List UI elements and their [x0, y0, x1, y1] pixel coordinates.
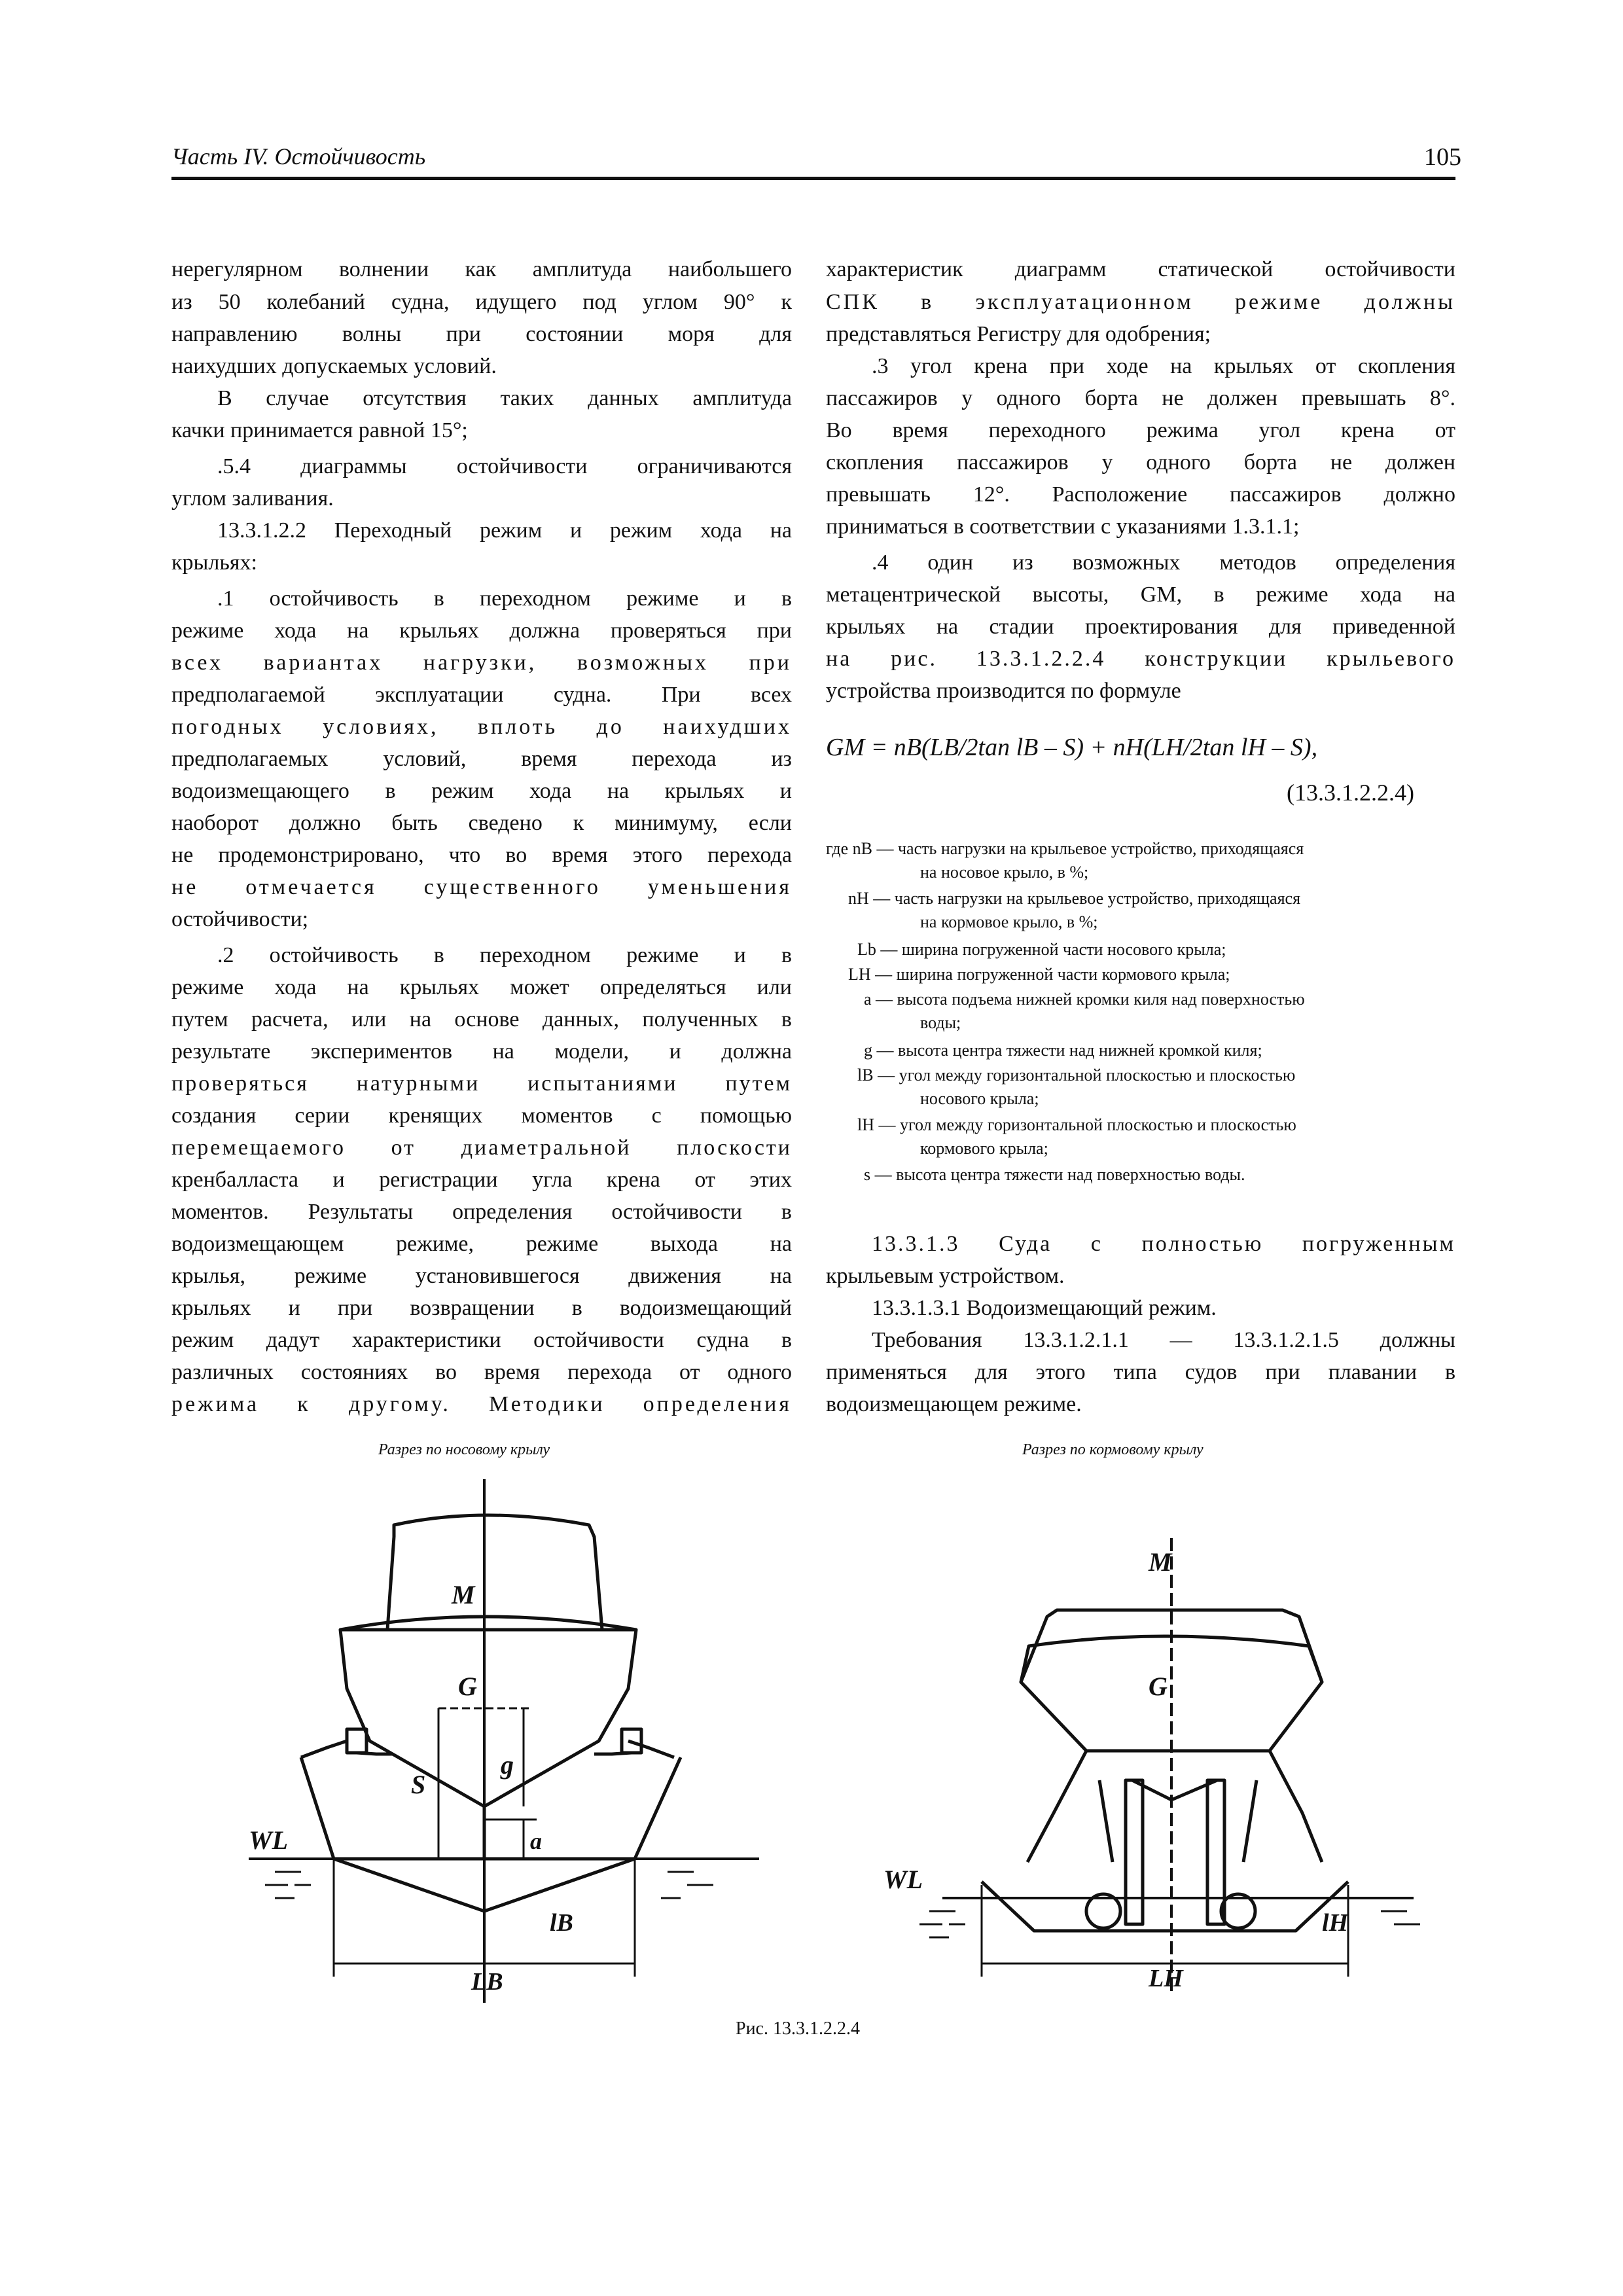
label-WL: WL: [883, 1865, 923, 1894]
paragraph-line: предполагаемых условий, время перехода из: [171, 747, 792, 771]
paragraph-line: применяться для этого типа судов при плавании в: [826, 1360, 1455, 1384]
legend-line: g — высота центра тяжести над нижней кромкой киля;: [864, 1041, 1262, 1060]
paragraph-line: качки принимается равной 15°;: [171, 418, 468, 442]
paragraph-line: углом заливания.: [171, 486, 334, 511]
paragraph-line: наоборот должно быть сведено к минимуму, если: [171, 811, 792, 835]
paragraph-line: направлению волны при состоянии моря для: [171, 322, 792, 346]
paragraph-line: на рис. 13.3.1.2.2.4 конструкции крыльевого: [826, 647, 1455, 671]
paragraph-line: характеристик диаграмм статической остойчивости: [826, 257, 1455, 281]
paragraph-line: Требования 13.3.1.2.1.1 — 13.3.1.2.1.5 должны: [872, 1328, 1455, 1352]
label-lH: lH: [1322, 1909, 1349, 1937]
paragraph-line: результате экспериментов на модели, и должна: [171, 1039, 792, 1064]
paragraph-line: наихудших допускаемых условий.: [171, 354, 497, 378]
paragraph-line: крыльях и при возвращении в водоизмещающий: [171, 1296, 792, 1320]
label-g: g: [501, 1750, 514, 1780]
label-LB: LB: [471, 1968, 503, 1996]
paragraph-line: метацентрической высоты, GM, в режиме хода на: [826, 583, 1455, 607]
paragraph-line: режиме хода на крыльях должна проверяться при: [171, 619, 792, 643]
section-heading-line: 13.3.1.3.1 Водоизмещающий режим.: [872, 1296, 1217, 1320]
paragraph-line: приниматься в соответствии с указаниями 1.3.1.1;: [826, 514, 1300, 539]
paragraph-line: .1 остойчивость в переходном режиме и в: [217, 586, 792, 611]
bow-foil-section-drawing: [236, 1466, 772, 2029]
paragraph-line: Во время переходного режима угол крена от: [826, 418, 1455, 442]
page-number: 105: [1424, 143, 1461, 171]
label-S: S: [411, 1770, 426, 1799]
legend-line: lB — угол между горизонтальной плоскостью и плоскостью: [857, 1066, 1296, 1085]
section-heading-line: 13.3.1.3 Суда с полностью погруженным: [872, 1232, 1455, 1256]
section-heading-line: 13.3.1.2.2 Переходный режим и режим хода на: [217, 518, 792, 543]
paragraph-line: не продемонстрировано, что во время этого перехода: [171, 843, 792, 867]
header-rule: [171, 177, 1455, 180]
paragraph-line: водоизмещающего в режим хода на крыльях и: [171, 779, 792, 803]
legend-line: носового крыла;: [920, 1089, 1039, 1108]
left-figure-caption: Разрез по носовому крылу: [378, 1441, 550, 1458]
right-figure-caption: Разрез по кормовому крылу: [1022, 1441, 1204, 1458]
paragraph-line: .3 угол крена при ходе на крыльях от скопления: [872, 354, 1455, 378]
legend-line: где nB — часть нагрузки на крыльевое устройство, приходящаяся: [826, 839, 1304, 858]
paragraph-line: перемещаемого от диаметральной плоскости: [171, 1136, 792, 1160]
paragraph-line: режима к другому. Методики определения: [171, 1392, 792, 1416]
paragraph-line: путем расчета, или на основе данных, полученных в: [171, 1007, 792, 1031]
paragraph-line: .5.4 диаграммы остойчивости ограничиваются: [217, 454, 792, 478]
paragraph-line: режиме хода на крыльях может определяться или: [171, 975, 792, 999]
paragraph-line: кренбалласта и регистрации угла крена от этих: [171, 1168, 792, 1192]
paragraph-line: из 50 колебаний судна, идущего под углом 90° к: [171, 290, 792, 314]
paragraph-line: моментов. Результаты определения остойчивости в: [171, 1200, 792, 1224]
legend-line: a — высота подъема нижней кромки киля над поверхностью: [864, 990, 1305, 1009]
running-header: Часть IV. Остойчивость: [171, 143, 426, 170]
paragraph-line: крылья, режиме установившегося движения на: [171, 1264, 792, 1288]
paragraph-line: погодных условиях, вплоть до наихудших: [171, 715, 792, 739]
paragraph-line: различных состояниях во время перехода от одного: [171, 1360, 792, 1384]
paragraph-line: не отмечается существенного уменьшения: [171, 875, 792, 899]
label-G: G: [1149, 1672, 1168, 1701]
paragraph-line: В случае отсутствия таких данных амплитуда: [217, 386, 792, 410]
legend-line: на носовое крыло, в %;: [920, 863, 1089, 882]
paragraph-line: превышать 12°. Расположение пассажиров должно: [826, 482, 1455, 507]
paragraph-line: остойчивости;: [171, 907, 309, 931]
paragraph-line: нерегулярном волнении как амплитуда наибольшего: [171, 257, 792, 281]
label-lB: lB: [550, 1909, 573, 1937]
paragraph-line: водоизмещающем режиме, режиме выхода на: [171, 1232, 792, 1256]
label-LH: LH: [1149, 1965, 1183, 1992]
legend-line: LH — ширина погруженной части кормового крыла;: [848, 965, 1230, 984]
label-WL: WL: [249, 1825, 288, 1855]
legend-line: Lb — ширина погруженной части носового крыла;: [857, 940, 1226, 959]
paragraph-line: водоизмещающем режиме.: [826, 1392, 1082, 1416]
paragraph-line: всех вариантах нагрузки, возможных при: [171, 651, 792, 675]
label-a: a: [530, 1828, 542, 1854]
paragraph-line: предполагаемой эксплуатации судна. При всех: [171, 683, 792, 707]
figure-caption: Рис. 13.3.1.2.2.4: [736, 2018, 860, 2039]
legend-line: nH — часть нагрузки на крыльевое устройство, приходящаяся: [848, 889, 1301, 908]
formula: GM = nB(LB/2tan lB – S) + nH(LH/2tan lH – S),: [826, 734, 1318, 761]
label-G: G: [458, 1672, 477, 1701]
paragraph-line: крыльевым устройством.: [826, 1264, 1065, 1288]
legend-line: s — высота центра тяжести над поверхностью воды.: [864, 1165, 1245, 1184]
paragraph-line: крыльях:: [171, 550, 257, 575]
label-M: M: [1149, 1547, 1172, 1577]
legend-line: на кормовое крыло, в %;: [920, 912, 1098, 931]
legend-line: кормового крыла;: [920, 1139, 1048, 1158]
paragraph-line: режим дадут характеристики остойчивости судна в: [171, 1328, 792, 1352]
paragraph-line: крыльях на стадии проектирования для приведенной: [826, 615, 1455, 639]
label-M: M: [452, 1580, 475, 1609]
legend-line: воды;: [920, 1013, 961, 1032]
paragraph-line: .2 остойчивость в переходном режиме и в: [217, 943, 792, 967]
formula-number: (13.3.1.2.2.4): [1287, 780, 1414, 806]
paragraph-line: пассажиров у одного борта не должен превышать 8°.: [826, 386, 1455, 410]
paragraph-line: создания серии кренящих моментов с помощью: [171, 1103, 792, 1128]
legend-line: lH — угол между горизонтальной плоскостью и плоскостью: [857, 1115, 1296, 1134]
stern-foil-section-drawing: [851, 1518, 1453, 2016]
paragraph-line: проверяться натурными испытаниями путем: [171, 1071, 792, 1096]
paragraph-line: представляться Регистру для одобрения;: [826, 322, 1211, 346]
paragraph-line: устройства производится по формуле: [826, 679, 1181, 703]
paragraph-line: скопления пассажиров у одного борта не должен: [826, 450, 1455, 475]
paragraph-line: .4 один из возможных методов определения: [872, 550, 1455, 575]
paragraph-line: СПК в эксплуатационном режиме должны: [826, 290, 1455, 314]
